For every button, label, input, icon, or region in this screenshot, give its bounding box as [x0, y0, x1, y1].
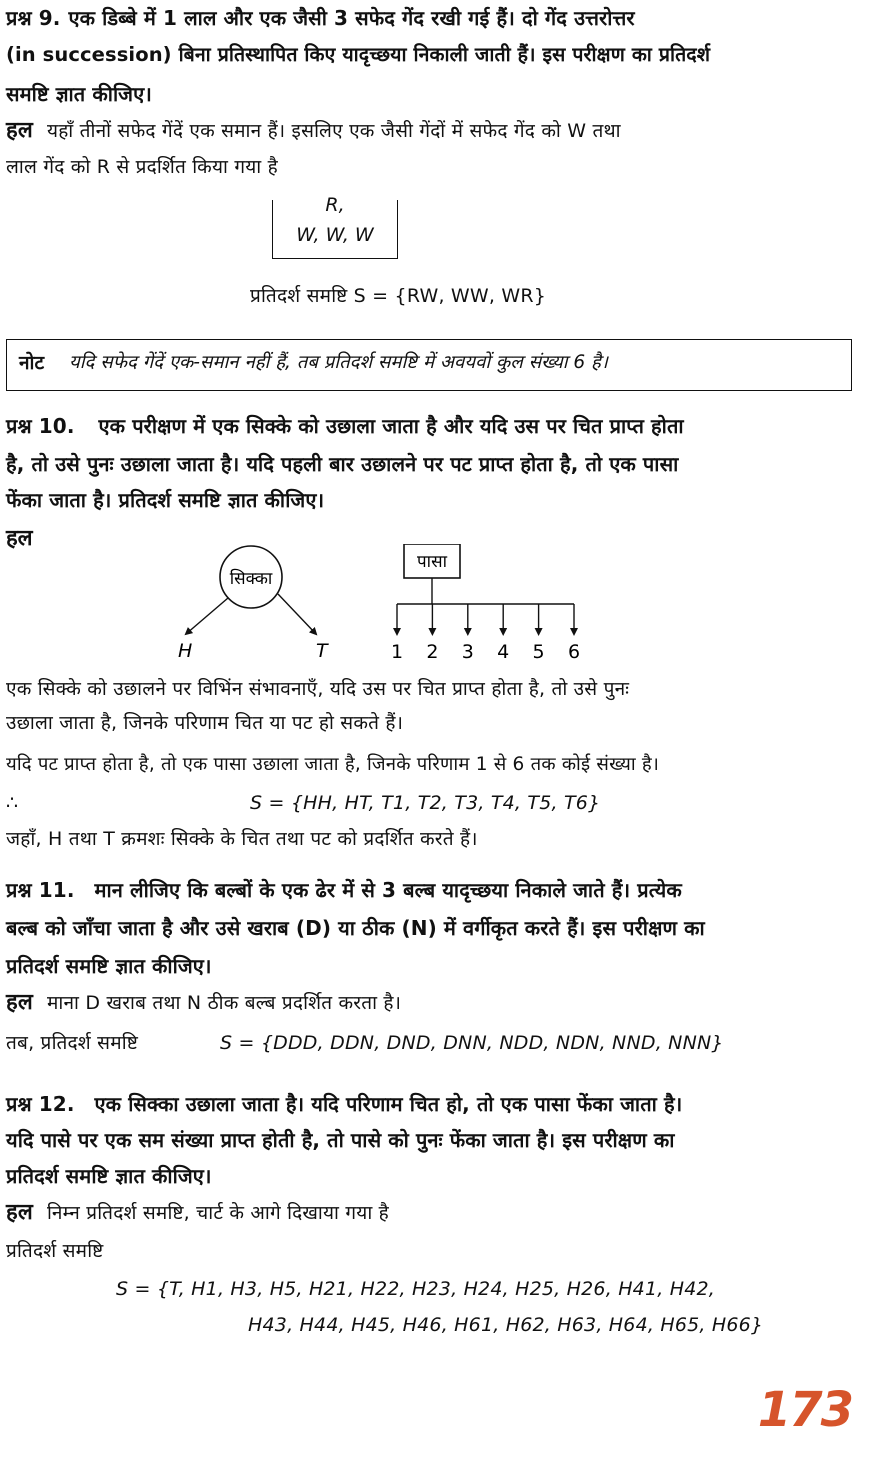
q11-text-1: मान लीजिए कि बल्बों के एक ढेर में से 3 बल्ब यादृच्छया निकाले जाते हैं। प्रत्येक: [94, 878, 682, 902]
dice-outcome-label: 6: [567, 641, 581, 663]
q12-line-1: [6, 1094, 682, 1114]
q9-ball-box: [272, 194, 398, 259]
q10-therefore: ∴: [6, 792, 19, 814]
q9-line-1: [6, 8, 635, 28]
coin-label: सिक्का: [229, 569, 273, 589]
q10-line-3: फेंका जाता है। प्रतिदर्श समष्टि ज्ञात कीजिए।: [6, 488, 325, 512]
note-box: [6, 339, 852, 391]
dice-outcome-label: 3: [461, 641, 474, 663]
q10-line-2: है, तो उसे पुनः उछाला जाता है। यदि पहली बार उछालने पर पट प्राप्त होता है, तो एक पासा: [6, 452, 679, 476]
dice-outcome-label: 5: [532, 641, 545, 663]
dice-outcome-label: 1: [390, 641, 404, 663]
q12-line-3: प्रतिदर्श समष्टि ज्ञात कीजिए।: [6, 1164, 212, 1188]
q10-solution-4: जहाँ, H तथा T क्रमशः सिक्के के चित तथा पट को प्रदर्शित करते हैं।: [6, 828, 478, 850]
q9-box-line-2: W, W, W: [296, 224, 374, 246]
dice-branches: [391, 604, 580, 663]
q12-solution-2: प्रतिदर्श समष्टि: [6, 1240, 104, 1262]
q11-line-1: [6, 880, 682, 900]
q11-solution-1: [6, 992, 401, 1014]
q10-text-1: एक परीक्षण में एक सिक्के को उछाला जाता है और यदि उस पर चित प्राप्त होता: [98, 414, 684, 438]
q11-label: प्रश्न 11.: [6, 878, 75, 902]
dice-label: पासा: [417, 552, 447, 572]
q12-hal: हल: [6, 1200, 33, 1225]
q9-line-2: (in succession) बिना प्रतिस्थापित किए यादृच्छया निकाली जाती हैं। इस परीक्षण का प्रतिदर्श: [6, 43, 711, 66]
coin-arrow-left: [186, 598, 228, 634]
note-label: नोट: [19, 352, 45, 374]
q12-label: प्रश्न 12.: [6, 1092, 75, 1116]
q10-sample-space: S = {HH, HT, T1, T2, T3, T4, T5, T6}: [250, 792, 601, 814]
q12-sample-space-2: H43, H44, H45, H46, H61, H62, H63, H64, H65, H66}: [248, 1314, 764, 1336]
q10-solution-2: उछाला जाता है, जिनके परिणाम चित या पट हो सकते हैं।: [6, 712, 404, 734]
q12-line-2: यदि पासे पर एक सम संख्या प्राप्त होती है, तो पासे को पुनः फेंका जाता है। इस परीक्षण का: [6, 1128, 675, 1152]
q12-solution-1: [6, 1202, 389, 1224]
q9-sol-text-1: यहाँ तीनों सफेद गेंदें एक समान हैं। इसलिए एक जैसी गेंदों में सफेद गेंद को W तथा: [47, 120, 621, 142]
note-text: यदि सफेद गेंदें एक-समान नहीं हैं, तब प्रतिदर्श समष्टि में अवयवों कुल संख्या 6 है।: [69, 352, 608, 373]
page-number: 173: [757, 1382, 852, 1438]
dice-outcome-label: 2: [426, 641, 439, 663]
q12-sol-text-1: निम्न प्रतिदर्श समष्टि, चार्ट के आगे दिखाया गया है: [47, 1202, 389, 1224]
q11-hal: हल: [6, 990, 33, 1015]
coin-arrow-right: [278, 594, 316, 634]
q9-line-3: समष्टि ज्ञात कीजिए।: [6, 82, 152, 106]
q11-sample-space: S = {DDD, DDN, DND, DNN, NDD, NDN, NND, NNN}: [220, 1032, 724, 1054]
q9-solution-1: [6, 120, 621, 142]
q10-solution-1: एक सिक्के को उछालने पर विभिंन संभावनाएँ, यदि उस पर चित प्राप्त होता है, तो उसे पुनः: [6, 678, 630, 700]
q11-sol-text-1: माना D खराब तथा N ठीक बल्ब प्रदर्शित करता है।: [47, 992, 402, 1014]
q12-text-1: एक सिक्का उछाला जाता है। यदि परिणाम चित हो, तो एक पासा फेंका जाता है।: [94, 1092, 683, 1116]
q11-solution-2: तब, प्रतिदर्श समष्टि: [6, 1032, 138, 1054]
q10-label: प्रश्न 10.: [6, 414, 75, 438]
q9-label: प्रश्न 9.: [6, 6, 61, 30]
coin-outcome-h: H: [178, 640, 193, 662]
q9-sample-space: प्रतिदर्श समष्टि S = {RW, WW, WR}: [250, 285, 547, 307]
q9-hal: हल: [6, 118, 33, 143]
q9-box-line-1: R,: [325, 194, 345, 216]
q10-solution-3: यदि पट प्राप्त होता है, तो एक पासा उछाला जाता है, जिनके परिणाम 1 से 6 तक कोई संख्या है।: [6, 754, 660, 775]
q9-solution-2: लाल गेंद को R से प्रदर्शित किया गया है: [6, 156, 278, 178]
dice-outcome-label: 4: [497, 641, 510, 663]
q10-hal: हल: [6, 526, 33, 551]
q10-line-1: [6, 416, 684, 436]
q11-line-3: प्रतिदर्श समष्टि ज्ञात कीजिए।: [6, 954, 212, 978]
q9-text-1: एक डिब्बे में 1 लाल और एक जैसी 3 सफेद गेंद रखी गई हैं। दो गेंद उत्तरोत्तर: [68, 6, 635, 30]
q12-sample-space-1: S = {T, H1, H3, H5, H21, H22, H23, H24, H25, H26, H41, H42,: [116, 1278, 716, 1300]
coin-outcome-t: T: [316, 640, 328, 662]
q10-diagram: [156, 544, 756, 664]
q11-line-2: बल्ब को जाँचा जाता है और उसे खराब (D) या ठीक (N) में वर्गीकृत करते हैं। इस परीक्षण का: [6, 916, 705, 940]
